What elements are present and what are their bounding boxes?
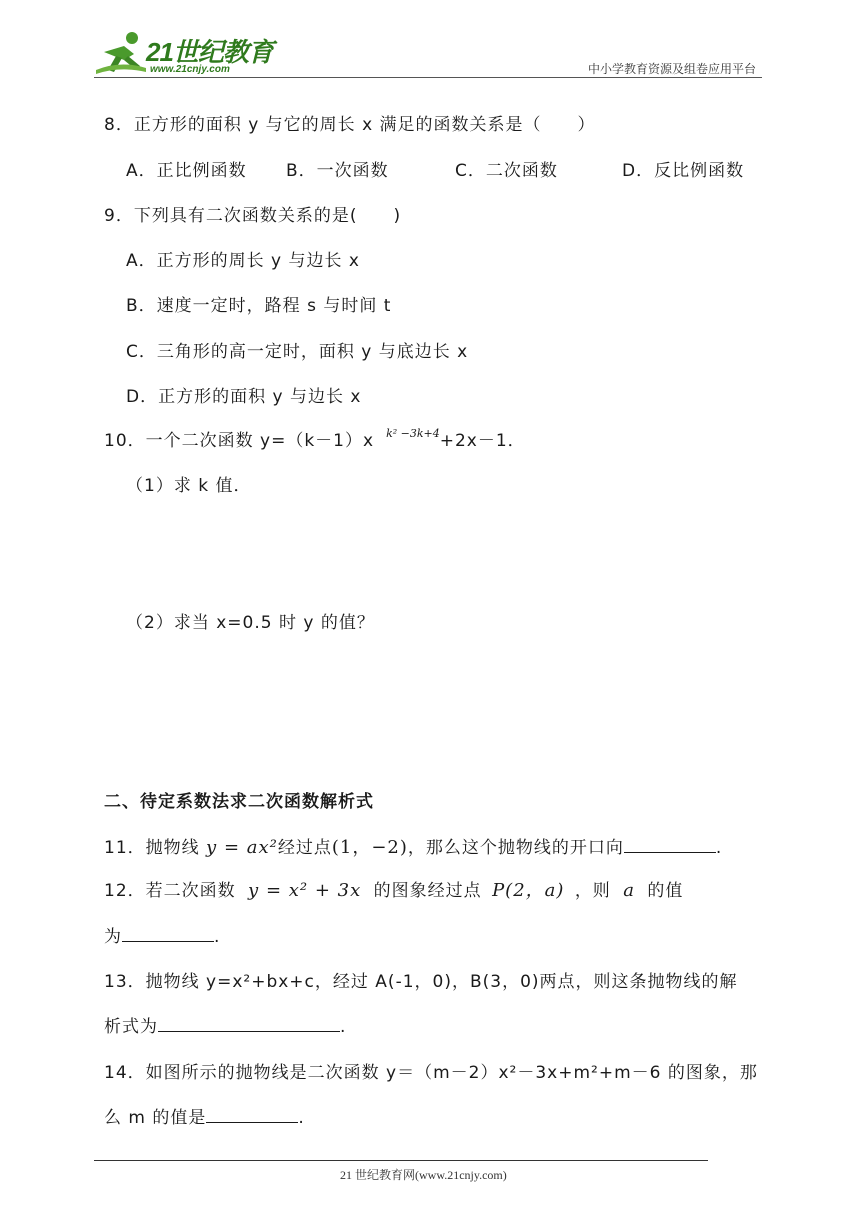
q13-line2 xyxy=(104,1012,346,1037)
q10-sub1: （1）求 k 值． xyxy=(126,476,252,496)
q12-text-c: ，则 xyxy=(574,881,611,901)
q8-option-c: C．二次函数 xyxy=(455,161,558,181)
q9-stem: 9．下列具有二次函数关系的是( ) xyxy=(104,206,402,226)
q12-text-a: 12．若二次函数 xyxy=(104,881,236,901)
footer-rule xyxy=(94,1160,708,1161)
q11-end: . xyxy=(715,838,723,858)
q12-equation: y = x² + 3x xyxy=(248,880,362,901)
q10-exponent: k² −3k+4 xyxy=(386,427,440,440)
q12-line2-text: 为 xyxy=(104,927,122,947)
q12-end: . xyxy=(214,927,221,947)
q8-option-b: B．一次函数 xyxy=(286,161,389,181)
logo-url: www.21cnjy.com xyxy=(150,64,230,75)
q12-text-d: 的值 xyxy=(647,881,684,901)
q10-prefix: 10．一个二次函数 y=（k－1）x xyxy=(104,431,375,451)
q11 xyxy=(104,833,722,859)
q13-end: . xyxy=(340,1017,347,1037)
q13-answer-blank[interactable] xyxy=(158,1013,340,1032)
q12-point: P(2，a) xyxy=(492,880,565,901)
q9-option-c: C．三角形的高一定时，面积 y 与底边长 x xyxy=(126,342,469,362)
q13-line2-text: 析式为 xyxy=(104,1017,158,1037)
q12-answer-blank[interactable] xyxy=(122,923,214,942)
q14-line2-text: 么 m 的值是 xyxy=(104,1108,207,1128)
q9-option-d: D．正方形的面积 y 与边长 x xyxy=(126,387,362,407)
q8-option-a: A．正比例函数 xyxy=(126,161,247,181)
q14-end: . xyxy=(298,1108,305,1128)
q9-option-b: B．速度一定时，路程 s 与时间 t xyxy=(126,296,392,316)
q12 xyxy=(104,876,683,902)
footer-text: 21 世纪教育网(www.21cnjy.com) xyxy=(340,1168,507,1182)
q9-option-a: A．正方形的周长 y 与边长 x xyxy=(126,251,360,271)
q12-line2 xyxy=(104,922,220,947)
q14-line1: 14．如图所示的抛物线是二次函数 y＝（m－2）x²－3x+m²+m－6 的图象，那 xyxy=(104,1063,758,1083)
q11-equation: y = ax² xyxy=(206,837,278,858)
q11-answer-blank[interactable] xyxy=(624,834,716,853)
q11-text-a: 11．抛物线 xyxy=(104,838,200,858)
q10-stem xyxy=(104,426,526,451)
header-logo xyxy=(94,30,273,78)
logo-text: 21世纪教育 xyxy=(146,37,273,67)
q12-text-b: 的图象经过点 xyxy=(373,881,482,901)
q8-stem: 8．正方形的面积 y 与它的周长 x 满足的函数关系是（ ） xyxy=(104,115,596,135)
q8-option-d: D．反比例函数 xyxy=(622,161,745,181)
header-rule xyxy=(94,77,762,78)
q11-text-c: ，那么这个抛物线的开口向 xyxy=(407,838,624,858)
section-title: 二、待定系数法求二次函数解析式 xyxy=(104,792,374,812)
q11-point: (1，−2) xyxy=(331,837,408,858)
q14-answer-blank[interactable] xyxy=(206,1104,298,1123)
q10-suffix: +2x－1． xyxy=(439,431,526,451)
q14-line2 xyxy=(104,1103,305,1128)
runner-logo-icon xyxy=(94,30,148,76)
header-right-text: 中小学教育资源及组卷应用平台 xyxy=(587,62,756,76)
q13-line1: 13．抛物线 y=x²+bx+c，经过 A(-1，0)，B(3，0)两点，则这条抛物线的解 xyxy=(104,972,738,992)
q11-text-b: 经过点 xyxy=(277,838,332,858)
q10-sub2: （2）求当 x=0.5 时 y 的值？ xyxy=(126,613,375,633)
q12-variable: a xyxy=(623,880,635,901)
